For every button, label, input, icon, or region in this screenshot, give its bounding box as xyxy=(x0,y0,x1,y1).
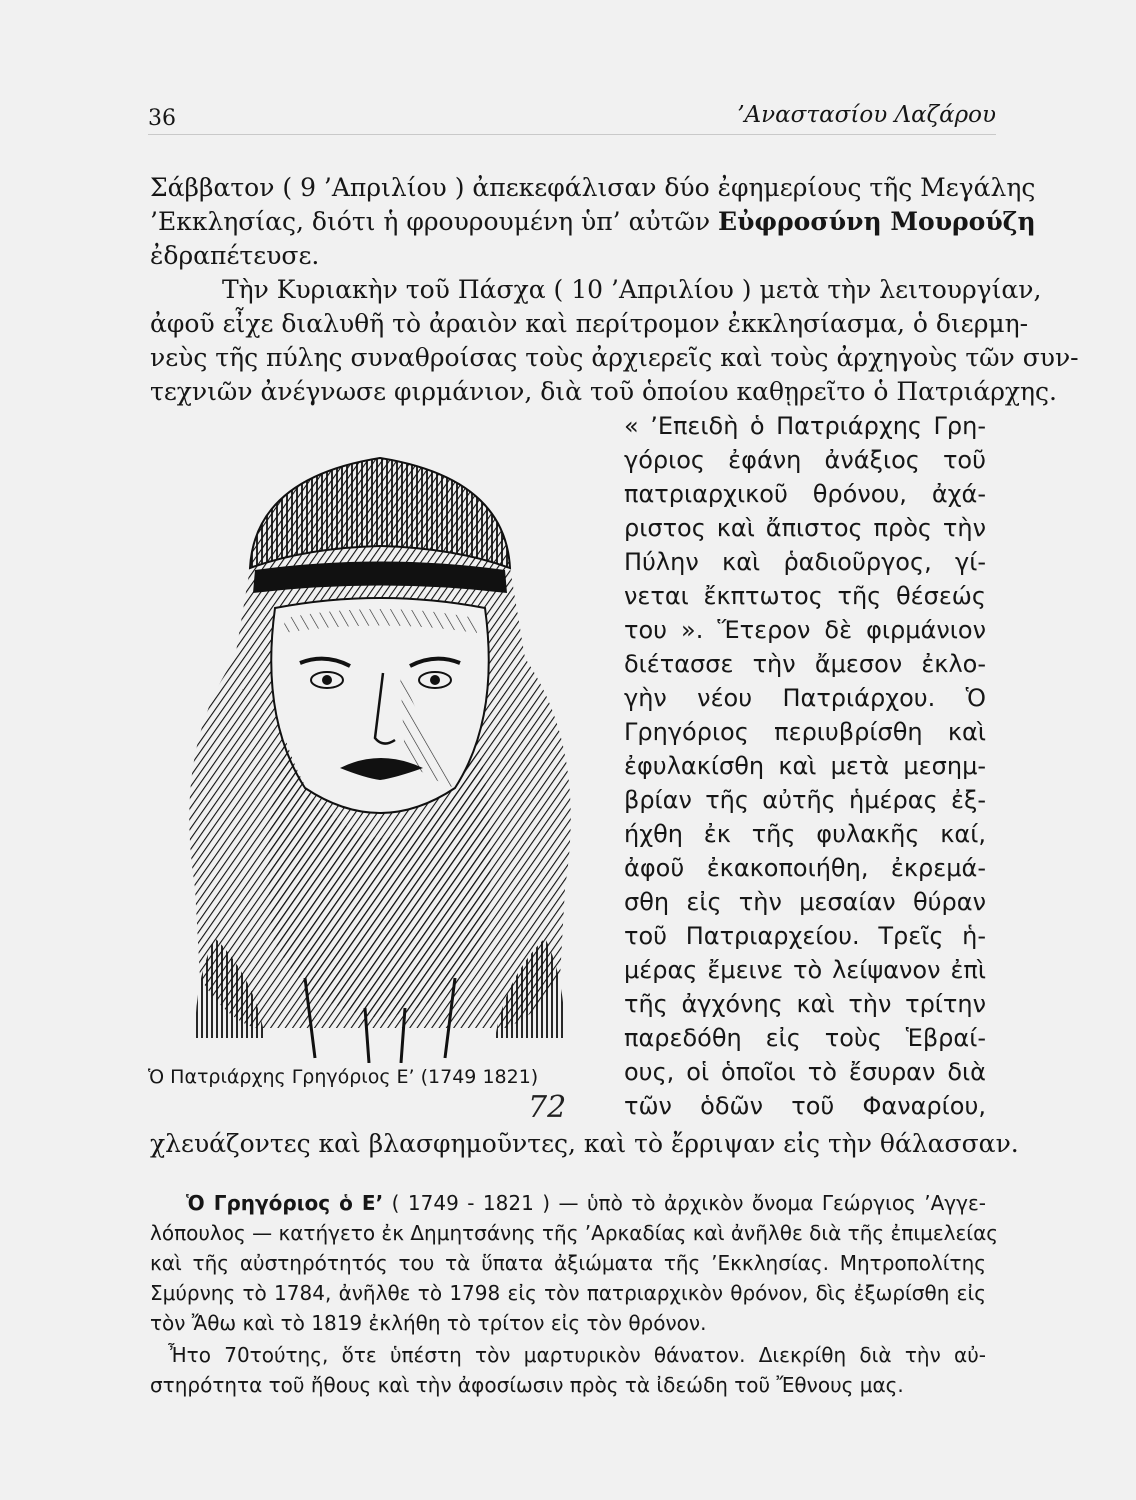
running-header xyxy=(148,102,996,135)
footnote-line: καὶ τῆς αὐστηρότητός του τὰ ὕπατα ἀξιώματα τῆς ’Εκκλησίας. Μητροπολίτης xyxy=(150,1251,986,1275)
column-line: γόριος ἐφάνη ἀνάξιος τοῦ xyxy=(624,446,986,474)
column-line: τῶν ὁδῶν τοῦ Φαναρίου, xyxy=(624,1092,986,1120)
column-line: τῆς ἀγχόνης καὶ τὴν τρίτην xyxy=(624,990,986,1018)
column-line: τοῦ Πατριαρχείου. Τρεῖς ἡ- xyxy=(624,922,986,950)
column-line: γὴν νέου Πατριάρχου. Ὁ xyxy=(624,684,986,712)
body-line: Σάββατον ( 9 ’Απριλίου ) ἀπεκεφάλισαν δύο ἐφημερίους τῆς Μεγάλης xyxy=(150,173,1036,202)
column-line: ἀφοῦ ἐκακοποιήθη, ἐκρεμά- xyxy=(624,854,986,882)
column-line: ἐφυλακίσθη καὶ μετὰ μεσημ- xyxy=(624,752,986,780)
body-line: χλευάζοντες καὶ βλασφημοῦντες, καὶ τὸ ἔρριψαν εἰς τὴν θάλασσαν. xyxy=(150,1129,1019,1158)
column-line: μέρας ἔμεινε τὸ λείψανον ἐπὶ xyxy=(624,956,986,984)
footnote-line xyxy=(150,1188,986,1218)
column-line: πατριαρχικοῦ θρόνου, ἀχά- xyxy=(624,480,986,508)
column-line: Γρηγόριος περιυβρίσθη καὶ xyxy=(624,718,986,746)
footnote-line: Ἦτο 70τούτης, ὅτε ὑπέστη τὸν μαρτυρικὸν θάνατον. Διεκρίθη διὰ τὴν αὐ- xyxy=(168,1343,986,1367)
column-line: ους, οἱ ὁποῖοι τὸ ἔσυραν διὰ xyxy=(624,1058,986,1086)
footnote-bold-lead: Ὁ Γρηγόριος ὁ Ε’ xyxy=(186,1191,384,1215)
column-line: ήχθη ἐκ τῆς φυλακῆς καί, xyxy=(624,820,986,848)
portrait-caption: Ὁ Πατριάρχης Γρηγόριος Ε’ (1749 1821) xyxy=(148,1066,539,1088)
column-line: σθη εἰς τὴν μεσαίαν θύραν xyxy=(624,888,986,916)
handwritten-number: 72 xyxy=(528,1090,567,1125)
column-line: διέτασσε τὴν ἄμεσον ἐκλο- xyxy=(624,650,986,678)
footnote-line: στηρότητα τοῦ ἤθους καὶ τὴν ἀφοσίωσιν πρὸς τὰ ἰδεώδη τοῦ Ἔθνους μας. xyxy=(150,1373,904,1397)
column-line: ριστος καὶ ἄπιστος πρὸς τὴν xyxy=(624,514,986,542)
body-line: ἐδραπέτευσε. xyxy=(150,241,320,270)
footnote-line: τὸν Ἄθω καὶ τὸ 1819 ἐκλήθη τὸ τρίτον εἰς τὸν θρόνον. xyxy=(150,1311,707,1335)
column-line: νεται ἔκπτωτος τῆς θέσεώς xyxy=(624,582,986,610)
column-line: παρεδόθη εἰς τοὺς Ἑβραί- xyxy=(624,1024,986,1052)
footnote-text: ( 1749 - 1821 ) — ὑπὸ τὸ ἀρχικὸν ὄνομα Γεώργιος ’Αγγε- xyxy=(383,1191,986,1215)
column-line: Πύλην καὶ ῥαδιοῦργος, γί- xyxy=(624,548,986,576)
body-line xyxy=(150,206,1036,238)
body-line: Τὴν Κυριακὴν τοῦ Πάσχα ( 10 ’Απριλίου ) μετὰ τὴν λειτουργίαν, xyxy=(222,275,1042,304)
column-line: βρίαν τῆς αὐτῆς ἡμέρας ἐξ- xyxy=(624,786,986,814)
body-line-text: ’Εκκλησίας, διότι ἡ φρουρουμένη ὑπ’ αὐτῶν xyxy=(150,207,711,236)
body-line: ἀφοῦ εἶχε διαλυθῆ τὸ ἀραιὸν καὶ περίτρομον ἐκκλησίασμα, ὁ διερμη- xyxy=(150,309,1029,338)
footnote-line: Σμύρνης τὸ 1784, ἀνῆλθε τὸ 1798 εἰς τὸν πατριαρχικὸν θρόνον, δὶς ἐξωρίσθη εἰς xyxy=(150,1281,986,1305)
page-number: 36 xyxy=(148,106,176,131)
footnote-line: λόπουλος — κατήγετο ἐκ Δημητσάνης τῆς ’Αρκαδίας καὶ ἀνῆλθε διὰ τῆς ἐπιμελείας xyxy=(150,1221,998,1245)
running-title: ’Αναστασίου Λαζάρου xyxy=(737,102,996,128)
body-line: τεχνιῶν ἀνέγνωσε φιρμάνιον, διὰ τοῦ ὁποίου καθῃρεῖτο ὁ Πατριάρχης. xyxy=(150,377,1057,406)
column-line: « ’Επειδὴ ὁ Πατριάρχης Γρη- xyxy=(624,412,986,440)
column-line: του ». Ἕτερον δὲ φιρμάνιον xyxy=(624,616,986,644)
patriarch-portrait xyxy=(155,418,605,1063)
bold-name: Εὐφροσύνη Μουρούζη xyxy=(718,207,1036,236)
body-line: νεὺς τῆς πύλης συναθροίσας τοὺς ἀρχιερεῖς καὶ τοὺς ἀρχηγοὺς τῶν συν- xyxy=(150,343,1079,372)
